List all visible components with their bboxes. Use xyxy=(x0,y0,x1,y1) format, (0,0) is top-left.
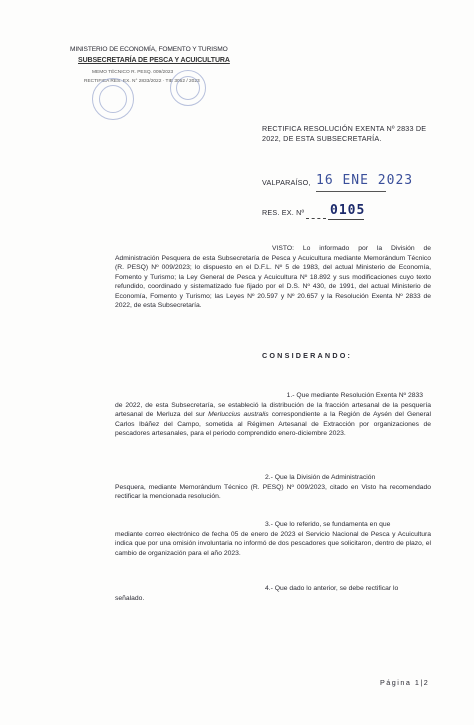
considerando-4-first-line: 4.- Que dado lo anterior, se debe rectificar lo xyxy=(265,585,399,592)
reference-line-1: MEMO TÉCNICO R. PESQ. 009/2023 xyxy=(92,70,174,75)
visto-paragraph: VISTO: Lo informado por la División de Administración Pesquera de esta Subsecretaría de Pesca y Acuicultura mediante Memorándum Técnico (R. PESQ) Nº 009/2023; lo dispuesto en el D.F.L. Nº 5 de 1983, del actual Ministerio de Economía, Fomento y Turismo; la Ley General de Pesca y Acuicultura Nº 18.892 y sus modificaciones cuyo texto refundido, coordinado y sistematizado fue fijado por el D.S. Nº 430, de 1991, del actual Ministerio de Economía, Fomento y Turismo; las Leyes Nº 20.597 y Nº 20.657 y la Resolución Exenta Nº 2833 de 2022, de esta Subsecretaría. xyxy=(115,245,431,309)
subsecretaria-name: SUBSECRETARÍA DE PESCA Y ACUICULTURA xyxy=(78,57,230,64)
considerando-3 xyxy=(115,520,431,558)
res-number-value: 0105 xyxy=(330,203,366,218)
considerando-2 xyxy=(115,473,431,502)
considerando-1-text-a: de 2022, de esta Subsecretaría, se estableció la distribución de la fracción artesanal de la pesquería artesanal de Merluza del sur xyxy=(115,401,431,418)
considerando-1-first-line: 1.- Que mediante Resolución Exenta Nº 2833 xyxy=(286,392,423,399)
considerando-1-body xyxy=(115,401,431,439)
considerando-1-text-b: correspondiente a la Región de Aysén del General Carlos Ibáñez del Campo, sometida al Régimen Artesanal de Extracción por organizaciones de pescadores artesanales, para el periodo comprendido enero-diciembre 2023. xyxy=(115,411,431,437)
res-number-underline xyxy=(328,219,364,220)
resolution-date-stamp: 16 ENE 2023 xyxy=(316,173,414,188)
considerando-heading: CONSIDERANDO: xyxy=(262,351,353,360)
considerando-3-first-line: 3.- Que lo referido, se fundamenta en que xyxy=(265,521,391,528)
page-number: Página 1|2 xyxy=(380,678,430,687)
considerando-3-body: mediante correo electrónico de fecha 05 de enero de 2023 el Servicio Nacional de Pesca y Acuicultura indica que por una omisión involuntaria no informó de dos pescadores que solicitaron, dentro de plazo, el cambio de organización para el año 2023. xyxy=(115,530,431,557)
official-stamp-left xyxy=(92,78,134,120)
place-label: VALPARAÍSO, xyxy=(262,178,311,187)
res-number-blank xyxy=(306,218,326,219)
resolution-title-line-2: 2022, DE ESTA SUBSECRETARÍA. xyxy=(262,134,382,143)
resolution-title-line-1: RECTIFICA RESOLUCIÓN EXENTA Nº 2833 DE xyxy=(262,124,427,133)
ministry-name: MINISTERIO DE ECONOMÍA, FOMENTO Y TURISMO xyxy=(70,46,228,53)
considerando-2-first-line: 2.- Que la División de Administración xyxy=(265,474,376,481)
official-stamp-right xyxy=(170,70,206,106)
res-number-label: RES. EX. Nº xyxy=(262,208,305,217)
considerando-4 xyxy=(115,584,431,603)
considerando-4-body: señalado. xyxy=(115,594,145,602)
resolution-title xyxy=(262,124,442,144)
species-name: Merluccius australis xyxy=(208,411,269,418)
reference-line-2: RECTIFICA RES. EX. N° 2833/2022 · TIE 3052 / 2023 xyxy=(84,79,200,84)
considerando-1 xyxy=(115,391,431,439)
considerando-2-body: Pesquera, mediante Memorándum Técnico (R. PESQ) Nº 009/2023, citado en Visto ha recomendado rectificar la mencionada resolución. xyxy=(115,483,431,500)
date-underline xyxy=(316,191,386,192)
